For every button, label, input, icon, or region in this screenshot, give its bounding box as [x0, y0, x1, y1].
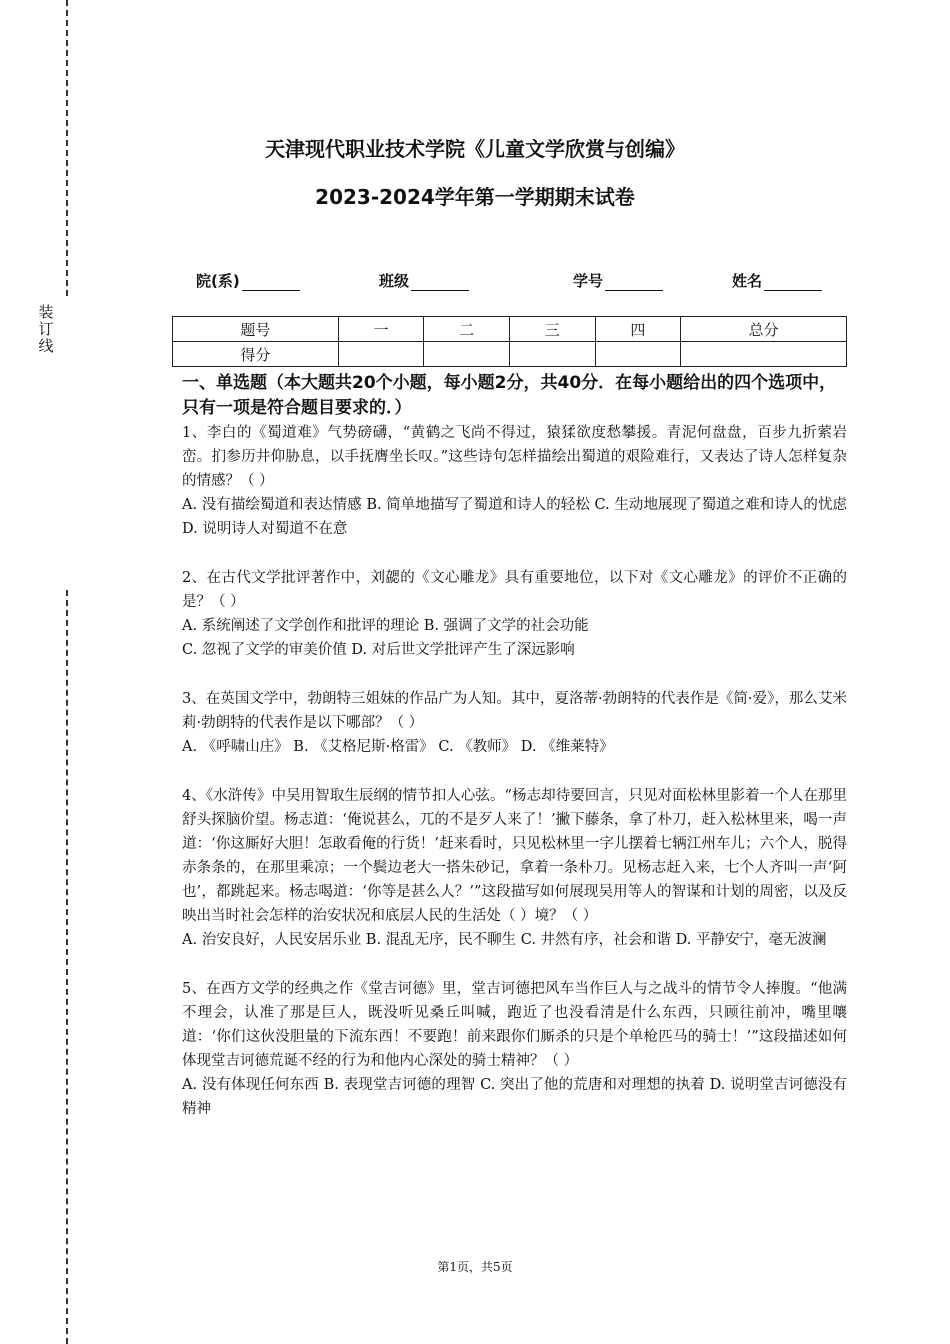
- question-options: C. 忽视了文学的审美价值 D. 对后世文学批评产生了深远影响: [182, 642, 575, 658]
- class-field[interactable]: [379, 270, 469, 291]
- question-2: [182, 566, 847, 662]
- name-label: 姓名: [732, 272, 763, 290]
- question-options: A. 《呼啸山庄》 B. 《艾格尼斯·格雷》 C. 《教师》 D. 《维莱特》: [182, 739, 614, 755]
- score-table-header-row: [173, 317, 847, 342]
- score-cell[interactable]: [509, 342, 595, 367]
- table-cell: 四: [595, 317, 681, 342]
- question-text: 2、在古代文学批评著作中，刘勰的《文心雕龙》具有重要地位，以下对《文心雕龙》的评价不正确的是？（ ）: [182, 570, 847, 610]
- binding-line-bottom: [66, 590, 68, 1344]
- exam-title-line2: 2023-2024学年第一学期期末试卷: [315, 185, 635, 209]
- question-options: A. 系统阐述了文学创作和批评的理论 B. 强调了文学的社会功能: [182, 618, 589, 634]
- question-text: 3、在英国文学中，勃朗特三姐妹的作品广为人知。其中，夏洛蒂·勃朗特的代表作是《简·爱》，那么艾米莉·勃朗特的代表作是以下哪部？（ ）: [182, 691, 847, 731]
- question-options: A. 没有描绘蜀道和表达情感 B. 简单地描写了蜀道和诗人的轻松 C. 生动地展现了蜀道之难和诗人的忧虑 D. 说明诗人对蜀道不在意: [182, 497, 847, 537]
- name-field[interactable]: [732, 270, 822, 291]
- student-id-label: 学号: [573, 272, 604, 290]
- table-cell: 得分: [173, 342, 339, 367]
- exam-title-line1: 天津现代职业技术学院《儿童文学欣赏与创编》: [265, 137, 685, 161]
- page-footer: 第1页，共5页: [437, 1260, 513, 1274]
- class-label: 班级: [379, 272, 410, 290]
- question-options: A. 没有体现任何东西 B. 表现堂吉诃德的理智 C. 突出了他的荒唐和对理想的执着 D. 说明堂吉诃德没有精神: [182, 1077, 847, 1117]
- student-info-row: [0, 270, 950, 292]
- name-blank[interactable]: [764, 274, 822, 291]
- score-cell[interactable]: [681, 342, 847, 367]
- department-label: 院(系): [196, 272, 240, 290]
- department-blank[interactable]: [242, 274, 300, 291]
- score-cell[interactable]: [338, 342, 424, 367]
- question-text: 4、《水浒传》中吴用智取生辰纲的情节扣人心弦。“杨志却待要回言，只见对面松林里影着一个人在那里舒头探脑价望。杨志道：‘俺说甚么，兀的不是歹人来了！’撇下藤条，拿了朴刀，赶入松林里来，喝一声道：‘你这厮好大胆！怎敢看俺的行货！’赶来看时，只见松林里一字儿摆着七辆江州车儿；六个人，脱得赤条条的，在那里乘凉；一个鬓边老大一搭朱砂记，拿着一条朴刀。见杨志赶入来，七个人齐叫一声‘阿也’，都跳起来。杨志喝道：‘你等是甚么人？’”这段描写如何展现吴用等人的智谋和计划的周密，以及反映出当时社会怎样的治安状况和底层人民的生活处（ ）境？（ ）: [182, 788, 847, 924]
- section-heading: 一、单选题（本大题共20个小题，每小题2分，共40分．在每小题给出的四个选项中，只有一项是符合题目要求的．）: [182, 373, 837, 418]
- question-text: 1、李白的《蜀道难》气势磅礴，“黄鹤之飞尚不得过，猿猱欲度愁攀援。青泥何盘盘，百步九折萦岩峦。扪参历井仰胁息，以手抚膺坐长叹。”这些诗句怎样描绘出蜀道的艰险难行，又表达了诗人怎样复杂的情感？（ ）: [182, 425, 847, 489]
- table-cell: 二: [424, 317, 510, 342]
- binding-label: 装订线: [38, 303, 54, 355]
- table-cell: 一: [338, 317, 424, 342]
- score-cell[interactable]: [595, 342, 681, 367]
- class-blank[interactable]: [411, 274, 469, 291]
- table-cell: 总分: [681, 317, 847, 342]
- question-options: A. 治安良好，人民安居乐业 B. 混乱无序，民不聊生 C. 井然有序，社会和谐 D. 平静安宁，毫无波澜: [182, 932, 827, 948]
- question-text: 5、在西方文学的经典之作《堂吉诃德》里，堂吉诃德把风车当作巨人与之战斗的情节令人捧腹。“他满不理会，认准了那是巨人，既没听见桑丘叫喊，跑近了也没看清是什么东西，只顾往前冲，嘴里嚷道：‘你们这伙没胆量的下流东西！不要跑！前来跟你们厮杀的只是个单枪匹马的骑士！’”这段描述如何体现堂吉诃德荒诞不经的行为和他内心深处的骑士精神？（ ）: [182, 981, 847, 1069]
- exam-content: [182, 371, 847, 1121]
- department-field[interactable]: [196, 270, 300, 291]
- question-3: [182, 687, 847, 759]
- student-id-blank[interactable]: [605, 274, 663, 291]
- question-1: [182, 421, 847, 541]
- table-cell: 三: [509, 317, 595, 342]
- question-5: [182, 977, 847, 1121]
- student-id-field[interactable]: [573, 270, 663, 291]
- question-4: [182, 784, 847, 952]
- table-cell: 题号: [173, 317, 339, 342]
- score-table: [172, 316, 847, 367]
- score-table-score-row: [173, 342, 847, 367]
- score-cell[interactable]: [424, 342, 510, 367]
